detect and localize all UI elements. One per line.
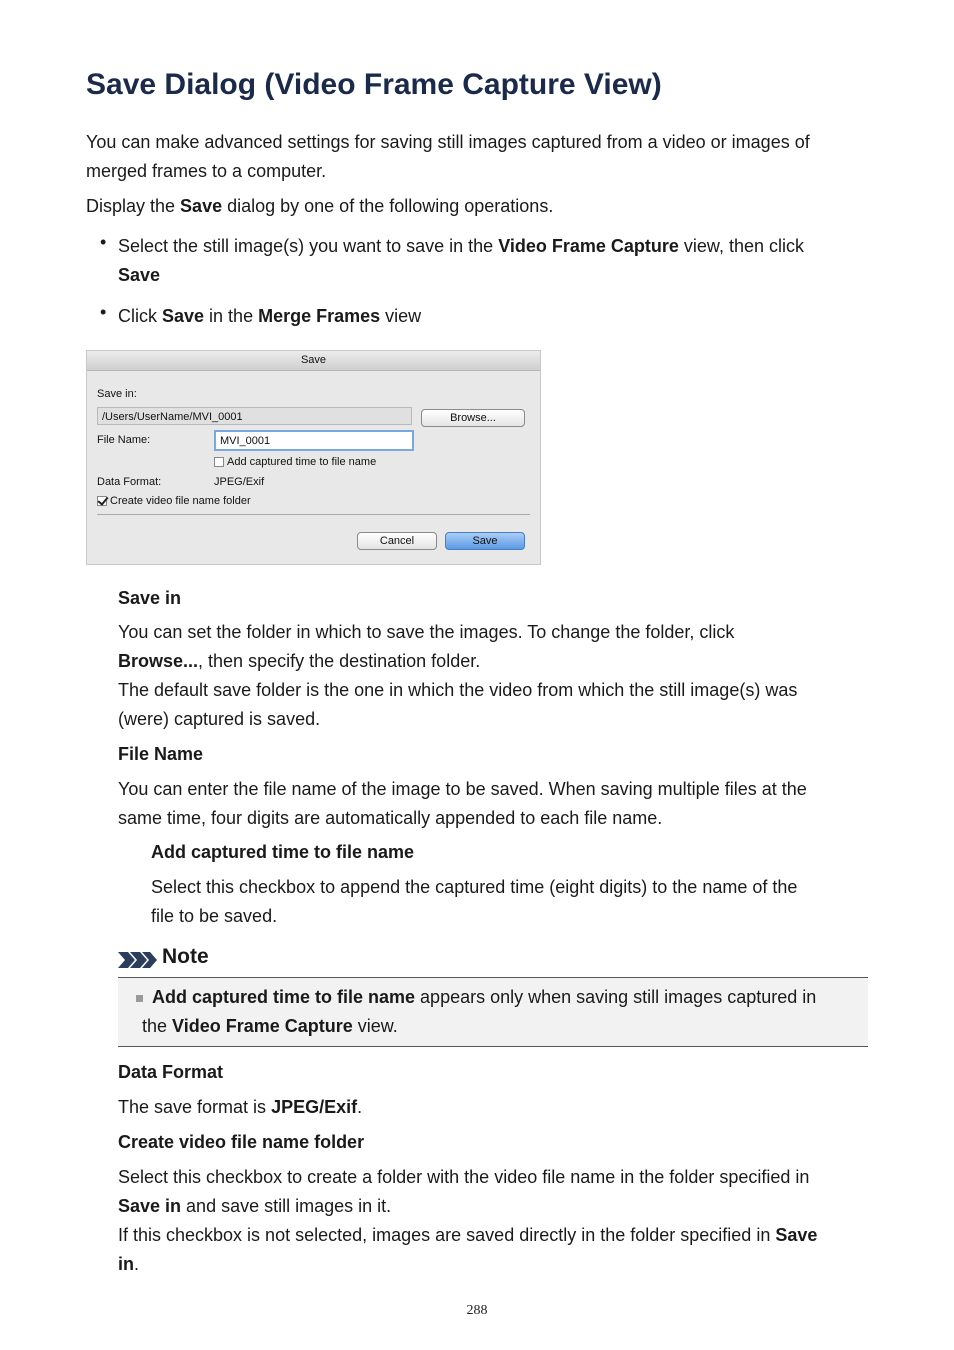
text: (were) captured is saved. [118, 709, 321, 729]
file-name-description [118, 775, 868, 833]
checkbox-label: Create video file name folder [110, 495, 251, 507]
bold-text: Save [118, 265, 161, 285]
intro-line-2: merged frames to a computer. [86, 161, 327, 181]
bold-text: Save [180, 196, 223, 216]
text: view, then click [678, 236, 804, 256]
bold-text: Browse... [118, 651, 199, 671]
dialog-title: Save [87, 351, 540, 371]
text: view. [352, 1016, 398, 1036]
bold-text: Video Frame Capture [172, 1016, 353, 1036]
save-in-description [118, 618, 868, 734]
text: You can set the folder in which to save the images. To change the folder, click [118, 622, 735, 642]
create-folder-checkbox[interactable] [97, 495, 251, 507]
file-name-label: File Name: [97, 434, 151, 446]
section-heading [118, 1128, 364, 1157]
bold-text: Save [162, 306, 205, 326]
text: Display the [86, 196, 181, 216]
heading-text: Save in [118, 588, 182, 608]
bold-text: Add captured time to file name [152, 987, 416, 1007]
checkbox-checked-icon[interactable] [97, 496, 107, 506]
bold-text: Save [775, 1225, 818, 1245]
text: and save still images in it. [181, 1196, 392, 1216]
page-number: 288 [466, 1303, 488, 1318]
heading-text: Create video file name folder [118, 1132, 365, 1152]
bold-text: JPEG/Exif [271, 1097, 358, 1117]
text: The save format is [118, 1097, 272, 1117]
bullet-marker: • [100, 232, 107, 252]
page-title: Save Dialog (Video Frame Capture View) [86, 68, 662, 101]
text: same time, four digits are automatically appended to each file name. [118, 808, 663, 828]
bullet-text [118, 302, 868, 331]
text: The default save folder is the one in which the video from which the still image(s) was [118, 680, 798, 700]
data-format-value: JPEG/Exif [214, 476, 265, 488]
intro-text [86, 128, 868, 186]
section-heading [118, 584, 181, 613]
bold-text: Save in [118, 1196, 182, 1216]
checkbox-label: Add captured time to file name [227, 456, 377, 468]
text: the [142, 1016, 173, 1036]
bold-text: Video Frame Capture [498, 236, 679, 256]
create-folder-description [118, 1163, 868, 1279]
display-instruction [86, 192, 553, 221]
data-format-description [118, 1093, 362, 1122]
note-icon [118, 949, 158, 971]
save-in-label: Save in: [97, 388, 137, 400]
add-time-description [151, 873, 868, 931]
text: . [357, 1097, 363, 1117]
text: file to be saved. [151, 906, 278, 926]
heading-text: Data Format [118, 1062, 224, 1082]
cancel-button[interactable]: Cancel [357, 532, 437, 550]
subsection-heading [151, 838, 414, 867]
note-text [142, 983, 864, 1041]
section-heading [118, 1058, 223, 1087]
heading-text: File Name [118, 744, 204, 764]
save-in-path-field[interactable]: /Users/UserName/MVI_0001 [97, 407, 412, 425]
text: You can enter the file name of the image to be saved. When saving multiple files at the [118, 779, 807, 799]
checkbox-unchecked-icon[interactable] [214, 457, 224, 467]
text: in the [204, 306, 259, 326]
note-box [118, 977, 868, 1047]
text: Select this checkbox to create a folder with the video file name in the folder specified in [118, 1167, 810, 1187]
data-format-label: Data Format: [97, 476, 162, 488]
text: Select the still image(s) you want to save in the [118, 236, 499, 256]
file-name-input[interactable]: MVI_0001 [214, 430, 414, 451]
bullet-marker: • [100, 302, 107, 322]
browse-button[interactable]: Browse... [421, 409, 525, 427]
text: If this checkbox is not selected, images are saved directly in the folder specified in [118, 1225, 776, 1245]
add-captured-time-checkbox[interactable] [214, 456, 376, 468]
text: Click [118, 306, 162, 326]
text: Select this checkbox to append the captured time (eight digits) to the name of the [151, 877, 798, 897]
text: . [134, 1254, 140, 1274]
text: view [380, 306, 422, 326]
dialog-divider [97, 514, 530, 515]
note-title: Note [162, 945, 209, 968]
text: dialog by one of the following operations. [222, 196, 554, 216]
save-dialog [86, 350, 541, 565]
text: appears only when saving still images captured in [415, 987, 817, 1007]
intro-line-1: You can make advanced settings for saving still images captured from a video or images of [86, 132, 810, 152]
save-button[interactable]: Save [445, 532, 525, 550]
text: , then specify the destination folder. [198, 651, 481, 671]
bold-text: in [118, 1254, 134, 1274]
section-heading [118, 740, 203, 769]
bullet-text [118, 232, 868, 290]
bold-text: Merge Frames [258, 306, 381, 326]
heading-text: Add captured time to file name [151, 842, 415, 862]
